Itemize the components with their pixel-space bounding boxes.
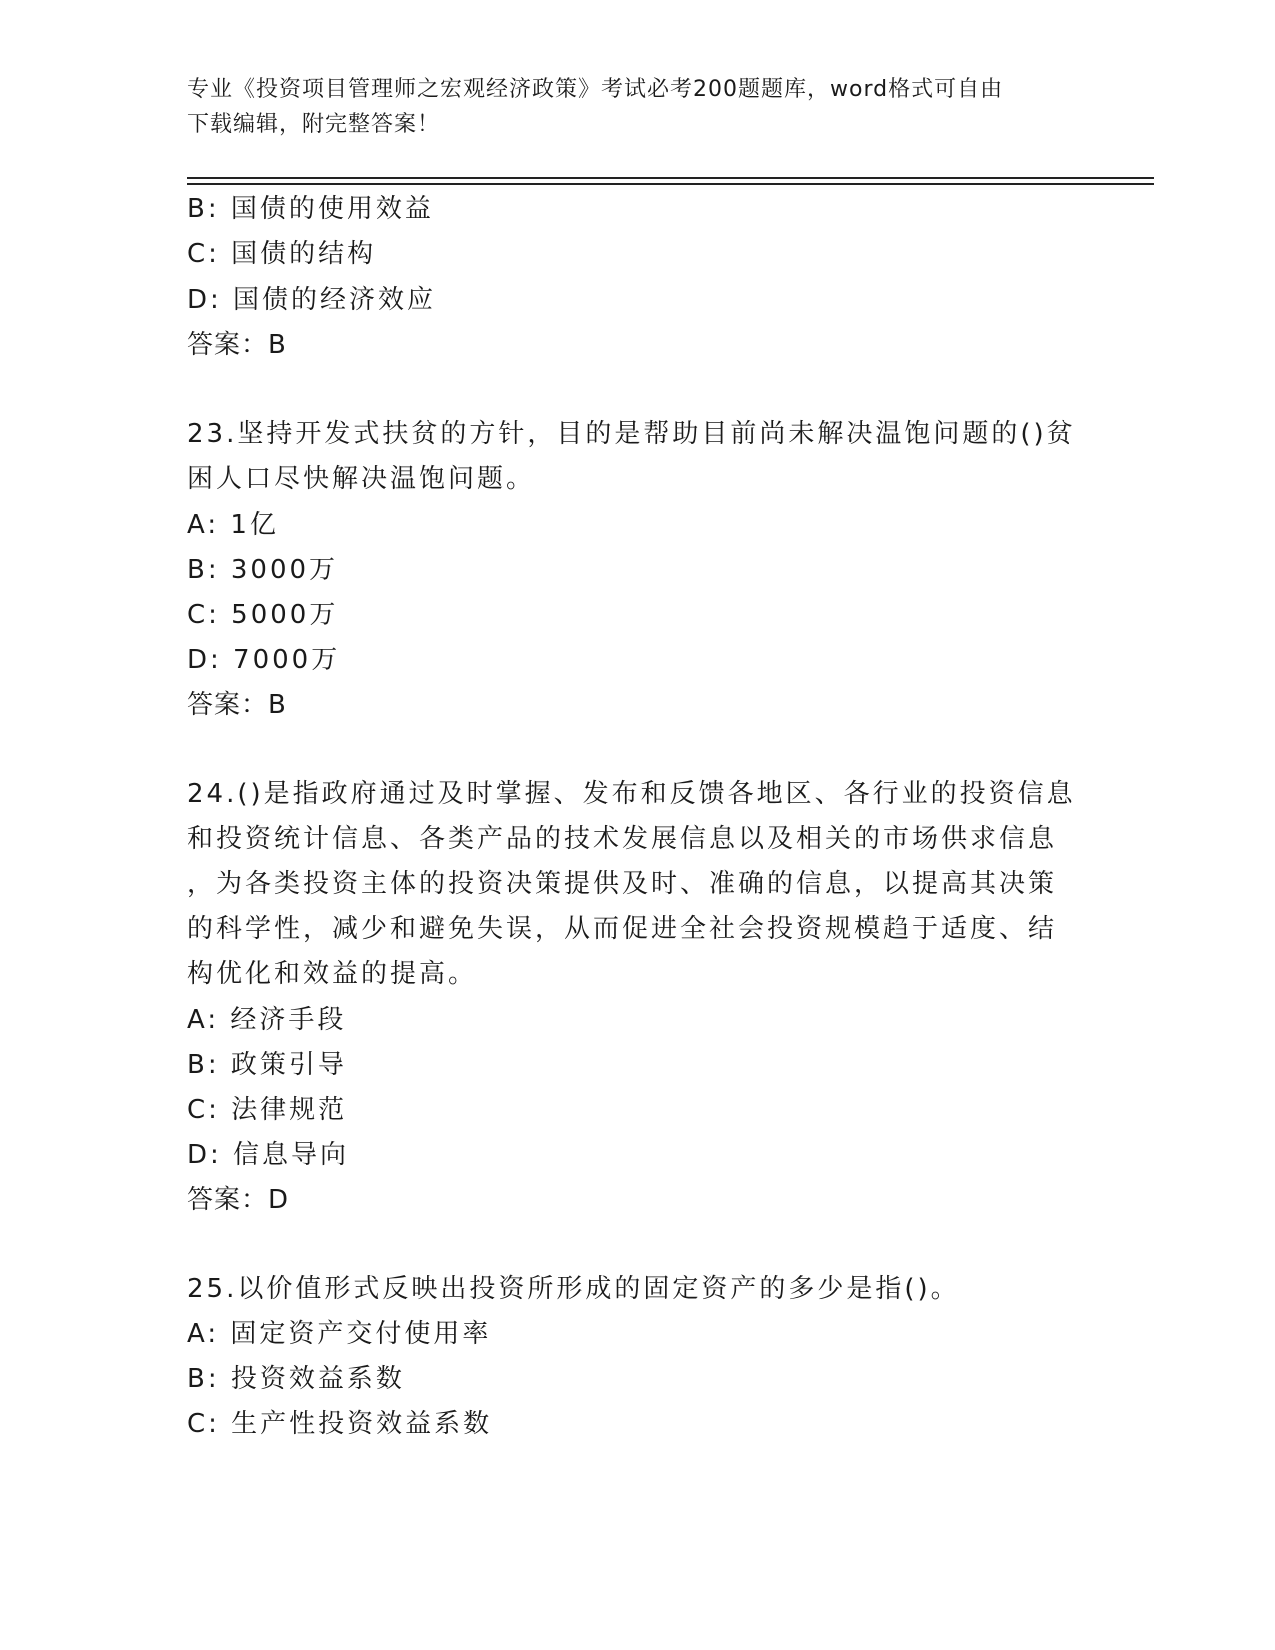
q22-option-b: B: 国债的使用效益 [187,194,434,224]
q24-option-a: A: 经济手段 [187,1005,347,1035]
q24-stem-line-5: 构优化和效益的提高。 [187,959,478,989]
q24-option-b: B: 政策引导 [187,1050,347,1080]
q24-option-c: C: 法律规范 [187,1095,348,1125]
q24-stem-line-4: 的科学性，减少和避免失误，从而促进全社会投资规模趋于适度、结 [187,914,1058,944]
q22-option-c: C: 国债的结构 [187,239,377,269]
header-line-1: 专业《投资项目管理师之宏观经济政策》考试必考200题题库，word格式可自由 [187,77,1004,102]
q25-stem-line-1: 25.以价值形式反映出投资所形成的固定资产的多少是指()。 [187,1274,960,1304]
q23-option-d: D: 7000万 [187,645,341,675]
q23-option-c: C: 5000万 [187,600,339,630]
q24-stem-line-3: ，为各类投资主体的投资决策提供及时、准确的信息，以提高其决策 [187,869,1058,899]
q25-option-a: A: 固定资产交付使用率 [187,1319,492,1349]
q22-answer: 答案：B [187,330,287,360]
q22-option-d: D: 国债的经济效应 [187,285,437,315]
q23-option-a: A: 1亿 [187,510,279,540]
q24-stem-line-2: 和投资统计信息、各类产品的技术发展信息以及相关的市场供求信息 [187,824,1058,854]
q25-option-b: B: 投资效益系数 [187,1364,405,1394]
q24-answer: 答案：D [187,1185,290,1215]
q24-option-d: D: 信息导向 [187,1140,350,1170]
q23-stem-line-1: 23.坚持开发式扶贫的方针，目的是帮助目前尚未解决温饱问题的()贫 [187,419,1076,449]
header-rule-top [187,177,1154,179]
q25-option-c: C: 生产性投资效益系数 [187,1409,493,1439]
document-header [187,72,1087,142]
q23-option-b: B: 3000万 [187,555,339,585]
q23-stem-line-2: 困人口尽快解决温饱问题。 [187,464,536,494]
q23-answer: 答案：B [187,690,287,720]
q24-stem-line-1: 24.()是指政府通过及时掌握、发布和反馈各地区、各行业的投资信息 [187,779,1076,809]
header-rule-bottom [187,183,1154,185]
header-line-2: 下载编辑，附完整答案！ [187,112,441,137]
